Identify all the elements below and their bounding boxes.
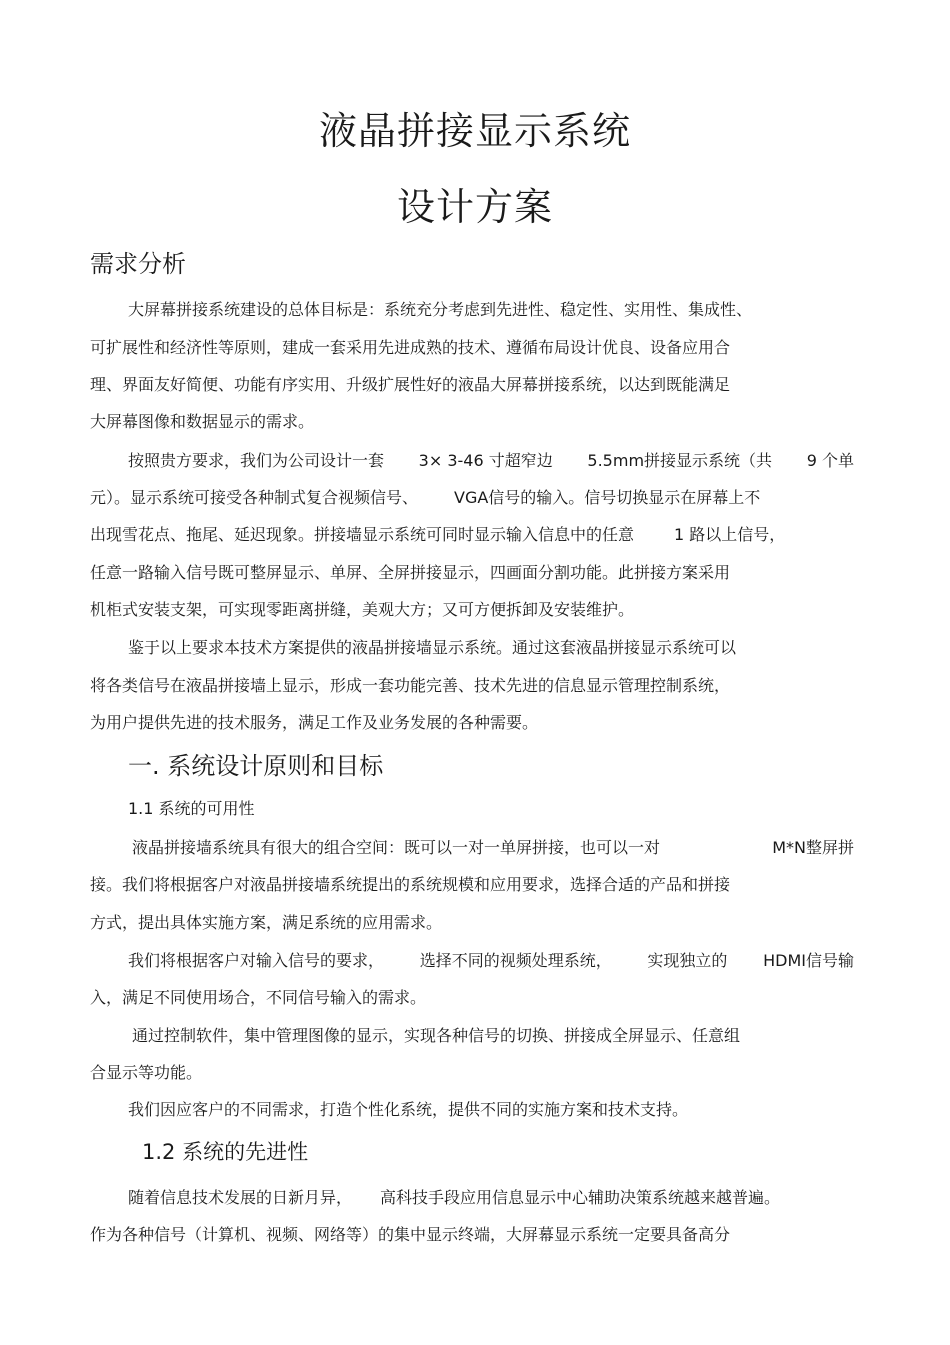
subsection-heading-usability: 1.1 系统的可用性 xyxy=(128,799,255,818)
paragraph-line xyxy=(128,953,854,969)
paragraph-line xyxy=(128,453,854,469)
document-title: 液晶拼接显示系统 xyxy=(318,109,631,153)
paragraph-line: 合显示等功能。 xyxy=(90,1063,203,1082)
paragraph-line: 理、界面友好简便、功能有序实用、升级扩展性好的液晶大屏幕拼接系统，以达到既能满足 xyxy=(90,375,731,394)
paragraph-line: 机柜式安装支架，可实现零距离拼缝，美观大方；又可方便拆卸及安装维护。 xyxy=(90,600,635,619)
text-run: 选择不同的视频处理系统， xyxy=(419,951,612,970)
text-run: VGA信号的输入。信号切换显示在屏幕上不 xyxy=(454,488,761,507)
text-run: 5.5mm拼接显示系统（共 xyxy=(587,451,773,470)
paragraph-line xyxy=(90,490,830,506)
text-run: HDMI信号输 xyxy=(763,951,854,970)
paragraph-line: 接。我们将根据客户对液晶拼接墙系统提出的系统规模和应用要求，选择合适的产品和拼接 xyxy=(90,875,731,894)
paragraph-line: 通过控制软件，集中管理图像的显示，实现各种信号的切换、拼接成全屏显示、任意组 xyxy=(132,1026,741,1045)
paragraph-line xyxy=(128,1190,848,1206)
paragraph-line: 将各类信号在液晶拼接墙上显示，形成一套功能完善、技术先进的信息显示管理控制系统， xyxy=(90,676,731,695)
subsection-heading-advancement: 1.2 系统的先进性 xyxy=(142,1140,309,1164)
text-run: M*N整屏拼 xyxy=(772,838,854,857)
paragraph-line: 大屏幕拼接系统建设的总体目标是：系统充分考虑到先进性、稳定性、实用性、集成性、 xyxy=(128,300,753,319)
paragraph-line: 为用户提供先进的技术服务，满足工作及业务发展的各种需要。 xyxy=(90,713,539,732)
section-heading-principles: 一. 系统设计原则和目标 xyxy=(128,752,384,780)
text-run: 我们将根据客户对输入信号的要求， xyxy=(128,951,385,970)
paragraph-line: 方式，提出具体实施方案，满足系统的应用需求。 xyxy=(90,913,443,932)
text-run: 按照贵方要求，我们为公司设计一套 xyxy=(128,451,385,470)
text-run: 实现独立的 xyxy=(647,951,728,970)
paragraph-line: 任意一路输入信号既可整屏显示、单屏、全屏拼接显示，四画面分割功能。此拼接方案采用 xyxy=(90,563,731,582)
paragraph-line: 我们因应客户的不同需求，打造个性化系统，提供不同的实施方案和技术支持。 xyxy=(128,1100,689,1119)
text-run: 出现雪花点、拖尾、延迟现象。拼接墙显示系统可同时显示输入信息中的任意 xyxy=(90,525,635,544)
text-run: 9 个单 xyxy=(806,451,854,470)
paragraph-line: 入，满足不同使用场合，不同信号输入的需求。 xyxy=(90,988,427,1007)
paragraph-line xyxy=(90,527,850,543)
paragraph-line: 鉴于以上要求本技术方案提供的液晶拼接墙显示系统。通过这套液晶拼接显示系统可以 xyxy=(128,638,737,657)
paragraph-line: 可扩展性和经济性等原则，建成一套采用先进成熟的技术、遵循布局设计优良、设备应用合 xyxy=(90,338,731,357)
text-run: 随着信息技术发展的日新月异， xyxy=(128,1188,353,1207)
paragraph-line: 大屏幕图像和数据显示的需求。 xyxy=(90,412,315,431)
text-run: 1 路以上信号， xyxy=(674,525,786,544)
paragraph-line: 作为各种信号（计算机、视频、网络等）的集中显示终端，大屏幕显示系统一定要具备高分 xyxy=(90,1225,731,1244)
section-heading-needs: 需求分析 xyxy=(90,250,186,278)
text-run: 高科技手段应用信息显示中心辅助决策系统越来越普遍。 xyxy=(380,1188,781,1207)
document-subtitle: 设计方案 xyxy=(396,185,553,229)
text-run: 3× 3-46 寸超窄边 xyxy=(418,451,553,470)
text-run: 液晶拼接墙系统具有很大的组合空间：既可以一对一单屏拼接，也可以一对 xyxy=(132,838,661,857)
paragraph-line xyxy=(132,840,854,856)
text-run: 元）。显示系统可接受各种制式复合视频信号、 xyxy=(90,488,419,507)
